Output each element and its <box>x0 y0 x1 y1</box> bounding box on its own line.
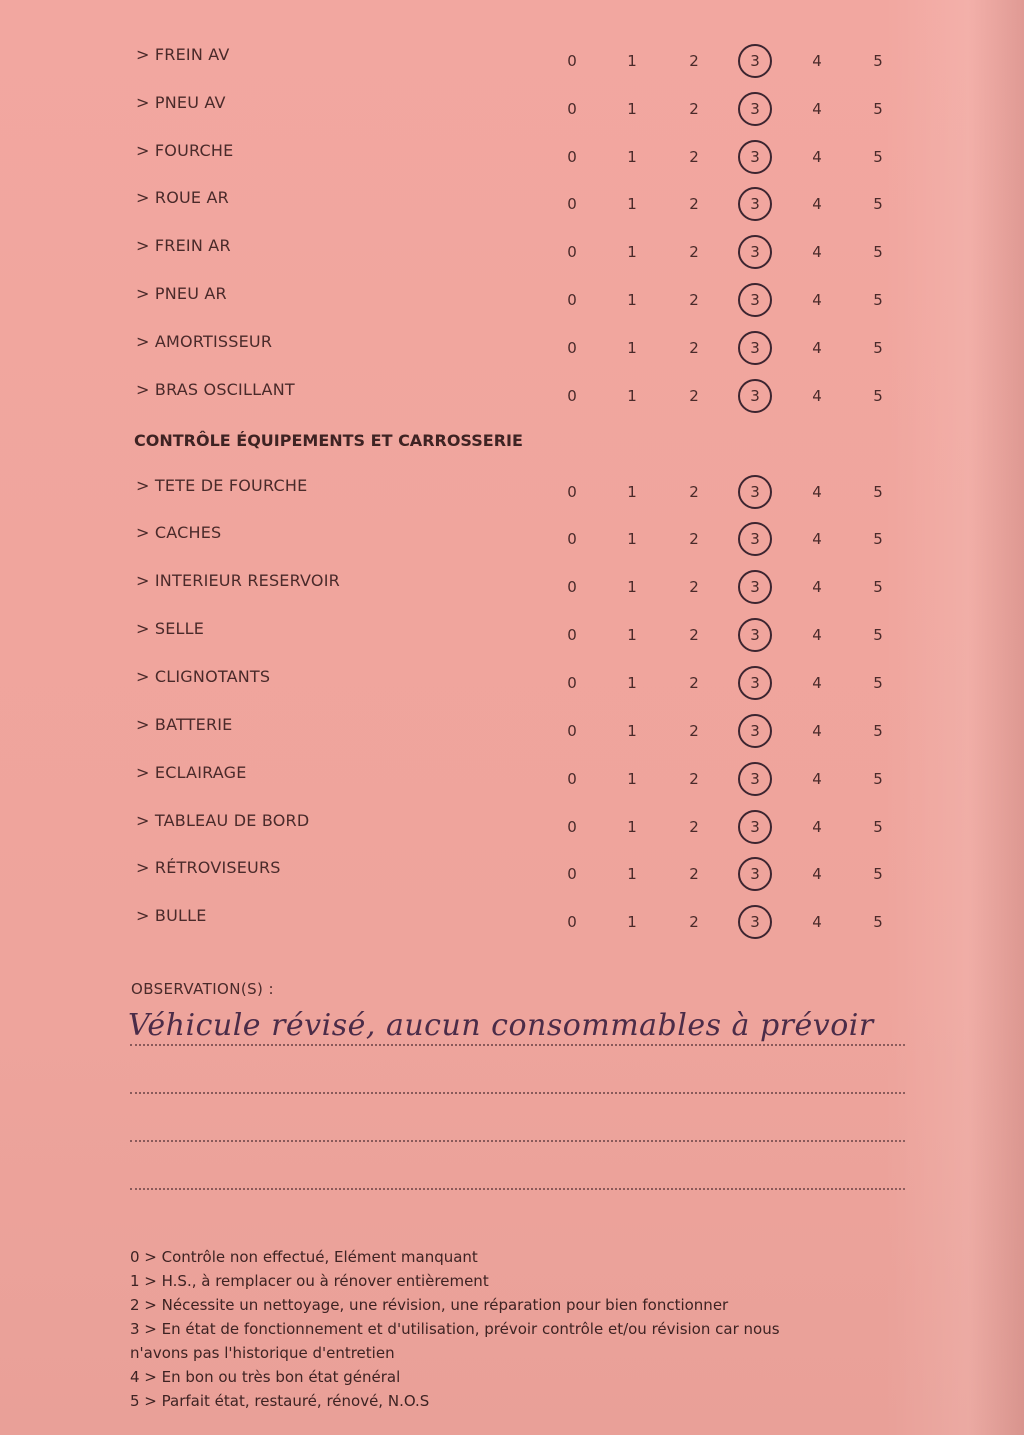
score-option-2: 2 <box>689 339 699 357</box>
inspection-item-label: > FREIN AR <box>136 236 231 255</box>
score-option-3: 3 <box>750 339 760 357</box>
score-option-5: 5 <box>873 770 883 788</box>
score-option-2: 2 <box>689 530 699 548</box>
score-option-1: 1 <box>627 387 637 405</box>
legend-line: 0 > Contrôle non effectué, Elément manquant <box>130 1248 478 1266</box>
inspection-row <box>0 332 1024 366</box>
inspection-row <box>0 763 1024 797</box>
score-option-0: 0 <box>567 100 577 118</box>
score-option-0: 0 <box>567 291 577 309</box>
observation-line <box>130 1188 905 1190</box>
score-option-3: 3 <box>750 100 760 118</box>
score-option-4: 4 <box>812 243 822 261</box>
score-option-0: 0 <box>567 674 577 692</box>
score-option-1: 1 <box>627 291 637 309</box>
rating-legend <box>130 1245 910 1413</box>
score-option-0: 0 <box>567 865 577 883</box>
inspection-row <box>0 284 1024 318</box>
observation-handwritten-text: Véhicule révisé, aucun consommables à prévoir <box>128 1008 874 1043</box>
observation-line <box>130 1140 905 1142</box>
score-option-0: 0 <box>567 243 577 261</box>
legend-line: 1 > H.S., à remplacer ou à rénover entièrement <box>130 1272 489 1290</box>
score-option-3: 3 <box>750 913 760 931</box>
score-option-3: 3 <box>750 530 760 548</box>
score-option-5: 5 <box>873 865 883 883</box>
score-option-1: 1 <box>627 195 637 213</box>
score-option-4: 4 <box>812 530 822 548</box>
score-option-2: 2 <box>689 148 699 166</box>
score-option-3: 3 <box>750 148 760 166</box>
score-option-3: 3 <box>750 578 760 596</box>
score-option-4: 4 <box>812 578 822 596</box>
inspection-item-label: > FOURCHE <box>136 141 234 160</box>
score-option-0: 0 <box>567 148 577 166</box>
score-option-3: 3 <box>750 195 760 213</box>
score-option-3: 3 <box>750 52 760 70</box>
score-option-0: 0 <box>567 530 577 548</box>
score-option-3: 3 <box>750 387 760 405</box>
inspection-item-label: > PNEU AV <box>136 93 226 112</box>
score-option-2: 2 <box>689 291 699 309</box>
score-option-1: 1 <box>627 483 637 501</box>
score-option-0: 0 <box>567 387 577 405</box>
score-option-4: 4 <box>812 100 822 118</box>
inspection-row <box>0 667 1024 701</box>
score-option-5: 5 <box>873 100 883 118</box>
inspection-row <box>0 476 1024 510</box>
legend-line: 5 > Parfait état, restauré, rénové, N.O.S <box>130 1392 430 1410</box>
score-option-1: 1 <box>627 243 637 261</box>
inspection-item-label: > BATTERIE <box>136 715 233 734</box>
score-option-3: 3 <box>750 483 760 501</box>
inspection-row <box>0 93 1024 127</box>
score-option-0: 0 <box>567 626 577 644</box>
inspection-row <box>0 523 1024 557</box>
score-option-4: 4 <box>812 913 822 931</box>
score-option-4: 4 <box>812 52 822 70</box>
score-option-5: 5 <box>873 674 883 692</box>
score-option-2: 2 <box>689 770 699 788</box>
score-option-1: 1 <box>627 770 637 788</box>
score-option-0: 0 <box>567 52 577 70</box>
score-option-4: 4 <box>812 387 822 405</box>
inspection-item-label: > FREIN AV <box>136 45 230 64</box>
score-option-3: 3 <box>750 674 760 692</box>
inspection-row <box>0 141 1024 175</box>
inspection-item-label: > PNEU AR <box>136 284 227 303</box>
score-option-0: 0 <box>567 483 577 501</box>
inspection-row <box>0 906 1024 940</box>
observations-label: OBSERVATION(S) : <box>131 980 274 998</box>
inspection-item-label: > ECLAIRAGE <box>136 763 247 782</box>
score-option-5: 5 <box>873 148 883 166</box>
score-option-1: 1 <box>627 339 637 357</box>
inspection-item-label: > BULLE <box>136 906 207 925</box>
score-option-5: 5 <box>873 913 883 931</box>
score-option-2: 2 <box>689 52 699 70</box>
score-option-1: 1 <box>627 100 637 118</box>
score-option-2: 2 <box>689 483 699 501</box>
inspection-item-label: > RÉTROVISEURS <box>136 858 281 877</box>
score-option-5: 5 <box>873 530 883 548</box>
inspection-row <box>0 571 1024 605</box>
score-option-3: 3 <box>750 291 760 309</box>
inspection-item-label: > SELLE <box>136 619 205 638</box>
legend-line: n'avons pas l'historique d'entretien <box>130 1344 395 1362</box>
score-option-3: 3 <box>750 818 760 836</box>
inspection-item-label: > CACHES <box>136 523 222 542</box>
score-option-1: 1 <box>627 722 637 740</box>
inspection-row <box>0 236 1024 270</box>
score-option-2: 2 <box>689 818 699 836</box>
score-option-4: 4 <box>812 818 822 836</box>
score-option-1: 1 <box>627 674 637 692</box>
score-option-1: 1 <box>627 913 637 931</box>
score-option-0: 0 <box>567 818 577 836</box>
score-option-2: 2 <box>689 243 699 261</box>
score-option-5: 5 <box>873 626 883 644</box>
score-option-4: 4 <box>812 674 822 692</box>
score-option-4: 4 <box>812 722 822 740</box>
score-option-2: 2 <box>689 865 699 883</box>
inspection-item-label: > CLIGNOTANTS <box>136 667 271 686</box>
legend-line: 4 > En bon ou très bon état général <box>130 1368 401 1386</box>
section-title: CONTRÔLE ÉQUIPEMENTS ET CARROSSERIE <box>134 431 523 450</box>
score-option-0: 0 <box>567 770 577 788</box>
score-option-2: 2 <box>689 195 699 213</box>
score-option-3: 3 <box>750 243 760 261</box>
score-option-4: 4 <box>812 339 822 357</box>
score-option-0: 0 <box>567 722 577 740</box>
score-option-4: 4 <box>812 148 822 166</box>
score-option-5: 5 <box>873 818 883 836</box>
score-option-5: 5 <box>873 722 883 740</box>
score-option-5: 5 <box>873 339 883 357</box>
score-option-3: 3 <box>750 722 760 740</box>
score-option-5: 5 <box>873 387 883 405</box>
inspection-item-label: > AMORTISSEUR <box>136 332 273 351</box>
inspection-row <box>0 619 1024 653</box>
observation-line <box>130 1044 905 1046</box>
score-option-5: 5 <box>873 243 883 261</box>
inspection-item-label: > ROUE AR <box>136 188 229 207</box>
score-option-4: 4 <box>812 195 822 213</box>
score-option-2: 2 <box>689 100 699 118</box>
inspection-row <box>0 188 1024 222</box>
score-option-5: 5 <box>873 483 883 501</box>
score-option-2: 2 <box>689 722 699 740</box>
score-option-1: 1 <box>627 148 637 166</box>
inspection-row <box>0 45 1024 79</box>
score-option-1: 1 <box>627 865 637 883</box>
inspection-row <box>0 811 1024 845</box>
legend-line: 2 > Nécessite un nettoyage, une révision, une réparation pour bien fonctionner <box>130 1296 729 1314</box>
inspection-row <box>0 858 1024 892</box>
score-option-1: 1 <box>627 818 637 836</box>
score-option-1: 1 <box>627 530 637 548</box>
score-option-3: 3 <box>750 770 760 788</box>
score-option-2: 2 <box>689 674 699 692</box>
score-option-5: 5 <box>873 578 883 596</box>
score-option-2: 2 <box>689 626 699 644</box>
score-option-5: 5 <box>873 291 883 309</box>
inspection-item-label: > INTERIEUR RESERVOIR <box>136 571 340 590</box>
score-option-2: 2 <box>689 913 699 931</box>
legend-line: 3 > En état de fonctionnement et d'utilisation, prévoir contrôle et/ou révision car nous <box>130 1320 780 1338</box>
score-option-1: 1 <box>627 578 637 596</box>
observation-line <box>130 1092 905 1094</box>
inspection-row <box>0 380 1024 414</box>
score-option-3: 3 <box>750 626 760 644</box>
score-option-1: 1 <box>627 52 637 70</box>
score-option-2: 2 <box>689 387 699 405</box>
score-option-5: 5 <box>873 52 883 70</box>
score-option-4: 4 <box>812 483 822 501</box>
inspection-item-label: > BRAS OSCILLANT <box>136 380 295 399</box>
score-option-4: 4 <box>812 626 822 644</box>
score-option-1: 1 <box>627 626 637 644</box>
score-option-0: 0 <box>567 578 577 596</box>
score-option-3: 3 <box>750 865 760 883</box>
score-option-5: 5 <box>873 195 883 213</box>
score-option-0: 0 <box>567 195 577 213</box>
score-option-4: 4 <box>812 291 822 309</box>
score-option-2: 2 <box>689 578 699 596</box>
score-option-4: 4 <box>812 770 822 788</box>
inspection-row <box>0 715 1024 749</box>
inspection-item-label: > TETE DE FOURCHE <box>136 476 308 495</box>
score-option-4: 4 <box>812 865 822 883</box>
score-option-0: 0 <box>567 339 577 357</box>
score-option-0: 0 <box>567 913 577 931</box>
inspection-item-label: > TABLEAU DE BORD <box>136 811 310 830</box>
